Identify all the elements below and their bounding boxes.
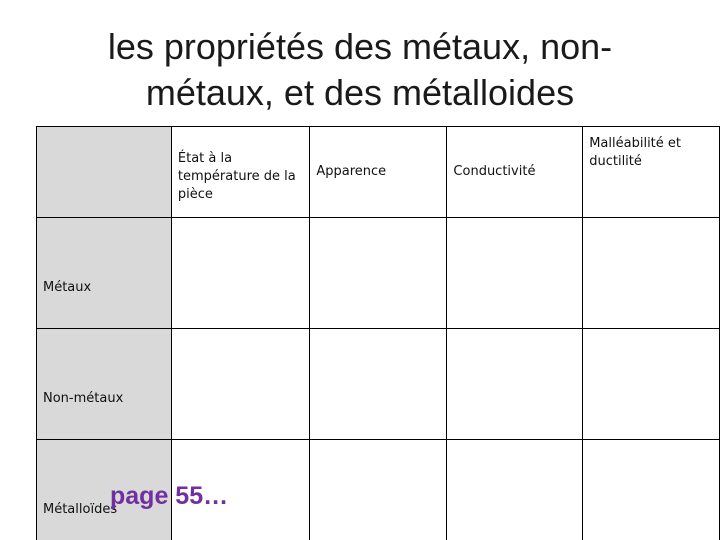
row-header-metalloids: Métalloïdes: [37, 440, 172, 540]
table-header-row: [37, 127, 720, 218]
row-header-metals: Métaux: [37, 218, 172, 329]
column-header-appearance: Apparence: [310, 127, 447, 218]
table-cell: [310, 440, 447, 540]
table-cell: [171, 329, 309, 440]
page-reference: page 55…: [110, 482, 229, 510]
table-row-nonmetals: [37, 329, 720, 440]
table-cell: [310, 329, 447, 440]
column-header-conductivity: Conductivité: [447, 127, 583, 218]
table-cell: [583, 329, 720, 440]
row-header-nonmetals: Non-métaux: [37, 329, 172, 440]
table-cell: [447, 218, 583, 329]
table-cell: [447, 440, 583, 540]
table-row-metals: [37, 218, 720, 329]
table-cell: [310, 218, 447, 329]
column-header-state: État à la température de la pièce: [171, 127, 309, 218]
properties-table: [36, 126, 720, 540]
table-corner-cell: [37, 127, 172, 218]
table-cell: [447, 329, 583, 440]
column-header-malleability: Malléabilité et ductilité: [583, 127, 720, 218]
table-cell: [583, 440, 720, 540]
slide-title: les propriétés des métaux, non-métaux, et des métalloides: [107, 26, 613, 113]
table-cell: [583, 218, 720, 329]
table-cell: [171, 218, 309, 329]
